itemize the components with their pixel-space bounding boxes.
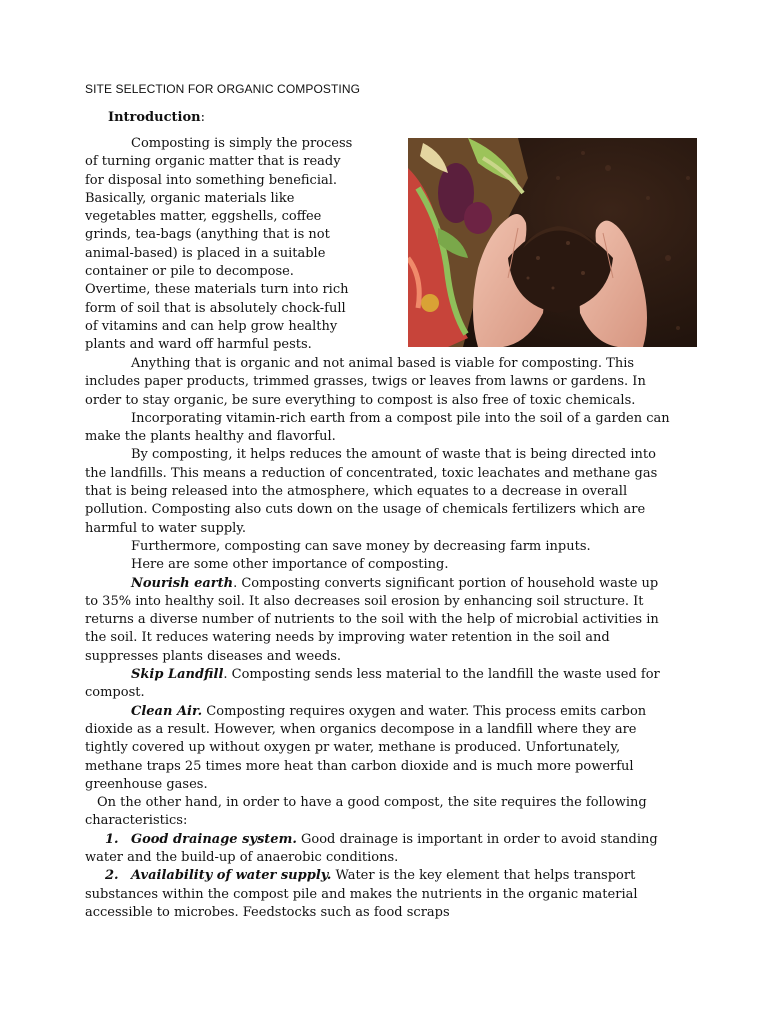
introduction-paragraph (85, 135, 390, 355)
intro-line: of vitamins and can help grow healthy (85, 318, 338, 334)
paragraph-nourish-earth (85, 575, 675, 666)
introduction-heading (108, 110, 205, 125)
intro-line: Composting is simply the process (131, 136, 353, 151)
skip-landfill-term: Skip Landfill (131, 667, 224, 683)
list-number: 2. (105, 868, 119, 884)
compost-hands-photo (408, 138, 697, 347)
intro-line: plants and ward off harmful pests. (85, 337, 312, 353)
water-supply-term: Availability of water supply. (130, 868, 332, 884)
introduction-heading-colon: : (200, 110, 205, 125)
nourish-earth-term: Nourish earth (131, 575, 234, 591)
paragraph-organic: Anything that is organic and not animal based is viable for composting. This includes paper products, trimmed grasses, twigs or leaves from lawns or gardens. In order to stay organic, be sure everything to compost is also free of toxic chemicals. (85, 356, 646, 408)
introduction-heading-label: Introduction (108, 110, 201, 125)
list-item-water-supply (85, 867, 675, 922)
intro-line: Basically, organic materials like (85, 190, 295, 206)
intro-line: vegetables matter, eggshells, coffee (85, 209, 322, 225)
paragraph-waste: By composting, it helps reduces the amount of waste that is being directed into the landfills. This means a reduction of concentrated, toxic leachates and methane gas that is being released into the atmosphere, which equates to a decrease in overall pollution. Composting also cuts down on the usage of chemicals fertilizers which are harmful to water supply. (85, 447, 658, 536)
paragraph-clean-air (85, 703, 675, 794)
document-title: SITE SELECTION FOR ORGANIC COMPOSTING (85, 82, 361, 96)
drainage-text: Good drainage is important in order to avoid standing water and the build-up of anaerobic conditions. (85, 831, 658, 866)
list-number: 1. (105, 831, 119, 847)
nourish-earth-text: . Composting converts significant portion of household waste up to 35% into healthy soil. It also decreases soil erosion by enhancing soil structure. It returns a diverse number of nutrients to the soil with the help of microbial activities in the soil. It reduces watering needs by improving water retention in the soil and suppresses plants diseases and weeds. (85, 575, 659, 664)
skip-landfill-text: . Composting sends less material to the landfill the waste used for compost. (85, 667, 660, 701)
intro-line: of turning organic matter that is ready (85, 154, 341, 170)
intro-line: grinds, tea-bags (anything that is not (85, 227, 330, 243)
main-body (85, 355, 675, 922)
paragraph-site-characteristics: On the other hand, in order to have a good compost, the site requires the following characteristics: (85, 795, 647, 829)
intro-line: for disposal into something beneficial. (85, 172, 338, 188)
clean-air-text: Composting requires oxygen and water. This process emits carbon dioxide as a result. However, when organics decompose in a landfill where they are tightly covered up without oxygen pr water, methane is produced. Unfortunately, methane traps 25 times more heat than carbon dioxide and is much more powerful greenhouse gases. (85, 703, 647, 792)
intro-line: form of soil that is absolutely chock-full (85, 300, 346, 316)
clean-air-term: Clean Air. (131, 703, 203, 719)
paragraph-skip-landfill (85, 666, 675, 703)
intro-line: animal-based) is placed in a suitable (85, 245, 326, 261)
drainage-term: Good drainage system. (130, 831, 297, 847)
list-item-drainage (85, 831, 675, 868)
paragraph-other: Here are some other importance of composting. (131, 557, 449, 573)
paragraph-money: Furthermore, composting can save money by decreasing farm inputs. (131, 538, 591, 554)
intro-line: Overtime, these materials turn into rich (85, 282, 349, 298)
paragraph-vitamin: Incorporating vitamin-rich earth from a compost pile into the soil of a garden can make the plants healthy and flavorful. (85, 410, 670, 445)
intro-line: container or pile to decompose. (85, 264, 294, 280)
water-supply-text: Water is the key element that helps transport substances within the compost pile and makes the nutrients in the organic material accessible to microbes. Feedstocks such as food scraps (85, 868, 638, 920)
